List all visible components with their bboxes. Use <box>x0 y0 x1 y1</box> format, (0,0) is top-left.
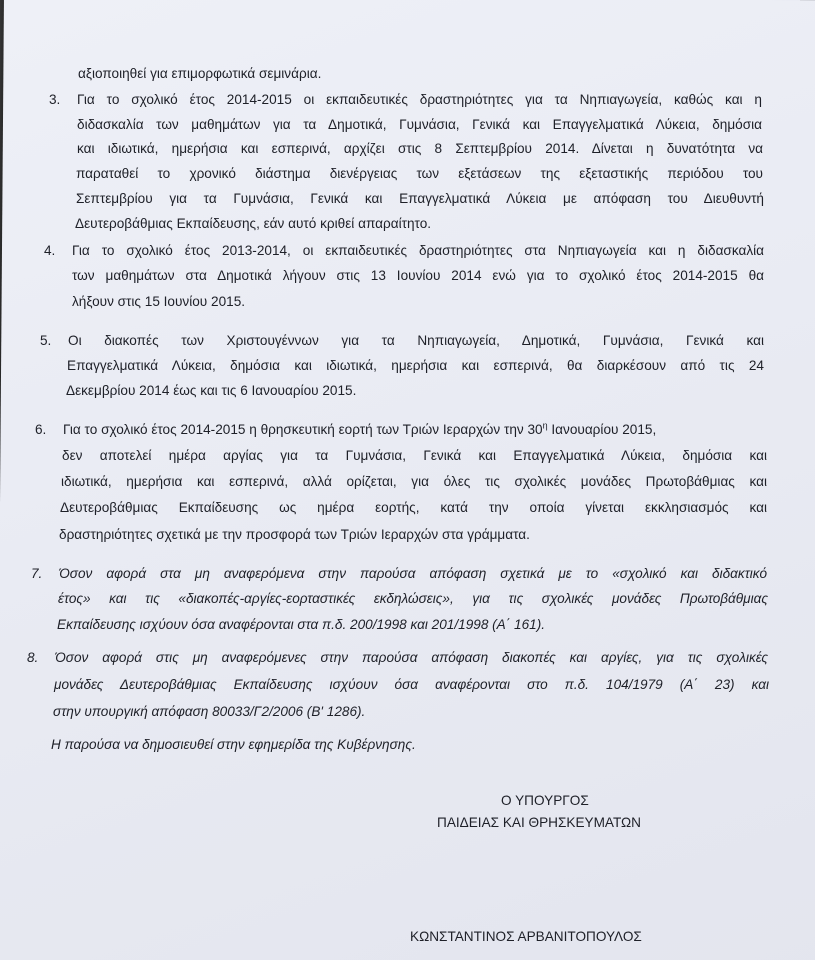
item-3-line-2: διδασκαλία των μαθημάτων για τα Δημοτικά, Γυμνάσια, Γενικά και Επαγγελματικά Λύκεια, δημόσια <box>77 117 762 132</box>
item-8-line-3: στην υπουργική απόφαση 80033/Γ2/2006 (Β' 1286). <box>53 704 366 719</box>
item-4-line-1: Για το σχολικό έτος 2013-2014, οι εκπαιδευτικές δραστηριότητες στα Νηπιαγωγεία και η διδασκαλία <box>72 243 764 258</box>
item-3-line-1: Για το σχολικό έτος 2014-2015 οι εκπαιδευτικές δραστηριότητες για τα Νηπιαγωγεία, καθώς και η <box>77 92 762 107</box>
item-6-line-2: δεν αποτελεί ημέρα αργίας για τα Γυμνάσια, Γενικά και Επαγγελματικά Λύκεια, δημόσια και <box>62 448 767 463</box>
item-6-number: 6. <box>35 422 47 437</box>
item-5-line-3: Δεκεμβρίου 2014 έως και τις 6 Ιανουαρίου 2015. <box>66 383 357 398</box>
item-4-line-2: των μαθημάτων στα Δημοτικά λήγουν στις 13 Ιουνίου 2014 ενώ για το σχολικό έτος 2014-2015 θα <box>72 268 764 283</box>
item-5-line-1: Οι διακοπές των Χριστουγέννων για τα Νηπιαγωγεία, Δημοτικά, Γυμνάσια, Γενικά και <box>68 333 764 348</box>
item-4-line-3: λήξουν στις 15 Ιουνίου 2015. <box>72 294 246 309</box>
item-3-line-6: Δευτεροβάθμιας Εκπαίδευσης, εάν αυτό κριθεί απαραίτητο. <box>75 216 432 231</box>
item-6-line-4: Δευτεροβάθμιας Εκπαίδευσης ως ημέρα εορτής, κατά την οποία γίνεται εκκλησιασμός και <box>60 500 767 515</box>
signature-title-line-2: ΠΑΙΔΕΙΑΣ ΚΑΙ ΘΡΗΣΚΕΥΜΑΤΩΝ <box>437 815 641 830</box>
item-3-line-4: παραταθεί το χρονικό διάστημα διενέργειας των εξετάσεων της εξεταστικής περιόδου του <box>76 166 763 181</box>
item-6-line-1-tail: Ιανουαρίου 2015, <box>547 422 657 437</box>
item-7-line-3: Εκπαίδευσης ισχύουν όσα αναφέρονται στα π.δ. 200/1998 και 201/1998 (Α΄ 161). <box>57 617 546 632</box>
item-6-superscript: η <box>542 420 548 431</box>
item-5-number: 5. <box>40 333 52 348</box>
item-6-line-3: ιδιωτικά, ημερήσια και εσπερινά, αλλά ορίζεται, για όλες τις σχολικές μονάδες Πρωτοβάθμιας και <box>61 474 767 489</box>
item-7-number: 7. <box>31 566 43 581</box>
item-8-line-2: μονάδες Δευτεροβάθμιας Εκπαίδευσης ισχύουν όσα αναφέρονται στο π.δ. 104/1979 (Α΄ 23) και <box>54 677 769 692</box>
item-8-line-1: Όσον αφορά στις μη αναφερόμενες στην παρούσα απόφαση διακοπές και αργίες, για τις σχολικές <box>55 650 768 665</box>
item-3-number: 3. <box>49 92 61 107</box>
item-7-line-2: έτος» και τις «διακοπές-αργίες-εορταστικές εκδηλώσεις», για τις σχολικές μονάδες Πρωτοβάθμιας <box>58 591 768 606</box>
item-6-line-1 <box>63 422 767 438</box>
item-4-number: 4. <box>44 243 56 258</box>
signature-name: ΚΩΝΣΤΑΝΤΙΝΟΣ ΑΡΒΑΝΙΤΟΠΟΥΛΟΣ <box>410 929 642 944</box>
item-5-line-2: Επαγγελματικά Λύκεια, δημόσια και ιδιωτικά, ημερήσια και εσπερινά, θα διαρκέσουν από τις 24 <box>67 358 764 373</box>
item-3-line-5: Σεπτεμβρίου για τα Γυμνάσια, Γενικά και Επαγγελματικά Λύκεια με απόφαση του Διευθυντή <box>76 191 764 206</box>
intro-line: αξιοποιηθεί για επιμορφωτικά σεμινάρια. <box>78 66 322 81</box>
item-3-line-3: και ιδιωτικά, ημερήσια και εσπερινά, αρχίζει στις 8 Σεπτεμβρίου 2014. Δίνεται η δυνατότητα να <box>77 141 763 156</box>
item-7-line-1: Όσον αφορά στα μη αναφερόμενα στην παρούσα απόφαση σχετικά με το «σχολικό και διδακτικό <box>59 566 767 581</box>
item-6-line-5: δραστηριότητες σχετικά με την προσφορά των Τριών Ιεραρχών στα γράμματα. <box>59 527 530 542</box>
closing-line: Η παρούσα να δημοσιευθεί στην εφημερίδα της Κυβέρνησης. <box>51 737 416 752</box>
signature-title-line-1: Ο ΥΠΟΥΡΓΟΣ <box>501 793 589 808</box>
item-6-line-1-text: Για το σχολικό έτος 2014-2015 η θρησκευτική εορτή των Τριών Ιεραρχών την 30 <box>63 422 543 437</box>
item-8-number: 8. <box>27 650 39 665</box>
